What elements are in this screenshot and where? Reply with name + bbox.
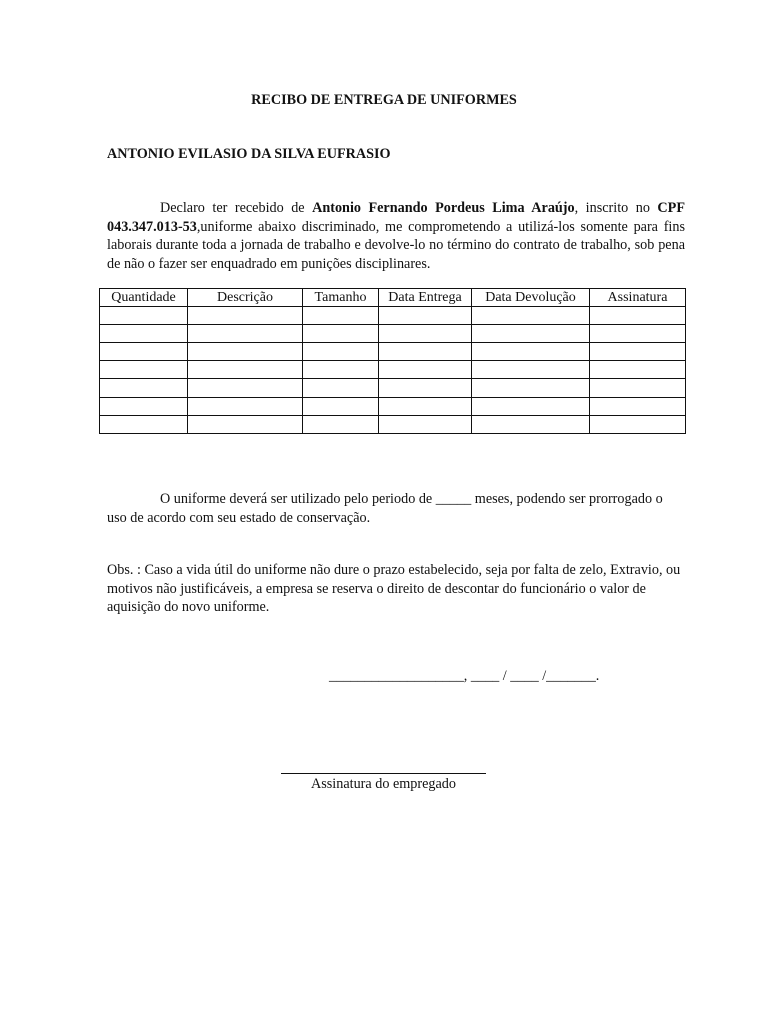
table-cell <box>472 325 590 343</box>
table-cell <box>100 361 188 379</box>
cpf-number: CPF 043.347.013-53 <box>107 200 686 235</box>
signature-label: Assinatura do empregado <box>311 776 456 792</box>
table-row <box>100 379 686 397</box>
header-tamanho: Tamanho <box>303 289 379 307</box>
table-cell <box>188 379 303 397</box>
table-cell <box>590 307 686 325</box>
table-cell <box>590 343 686 361</box>
table-cell <box>100 379 188 397</box>
table-cell <box>379 307 472 325</box>
table-cell <box>100 307 188 325</box>
declaration-body: ,uniforme abaixo discriminado, me comprometendo a utilizá-los somente para fins laborais durante toda a jornada de trabalho e devolve-lo no término do contrato de trabalho, sob pena de não o fazer ser enquadrado em punições disciplinares. <box>107 218 685 272</box>
declaration-connector: , inscrito no <box>574 200 658 216</box>
table-cell <box>303 379 379 397</box>
signature-line <box>281 773 486 774</box>
table-row <box>100 397 686 415</box>
table-cell <box>303 325 379 343</box>
table-cell <box>379 325 472 343</box>
table-row <box>100 361 686 379</box>
declaration-intro: Declaro ter recebido de <box>160 200 313 216</box>
table-cell <box>472 343 590 361</box>
table-header-row <box>100 289 686 307</box>
table-row <box>100 343 686 361</box>
header-data-entrega: Data Entrega <box>379 289 472 307</box>
table-row <box>100 307 686 325</box>
table-cell <box>379 415 472 433</box>
table-cell <box>303 361 379 379</box>
table-cell <box>188 361 303 379</box>
table-cell <box>472 307 590 325</box>
table-body <box>100 307 686 434</box>
table-cell <box>303 415 379 433</box>
table-cell <box>303 343 379 361</box>
table-cell <box>472 415 590 433</box>
period-paragraph: O uniforme deverá ser utilizado pelo periodo de _____ meses, podendo ser prorrogado o uso de acordo com seu estado de conservação. <box>107 491 663 526</box>
receipt-title: RECIBO DE ENTREGA DE UNIFORMES <box>251 92 517 108</box>
date-line: ___________________, ____ / ____ /_______. <box>329 668 600 684</box>
header-descricao: Descrição <box>188 289 303 307</box>
table-cell <box>379 361 472 379</box>
company-name: Antonio Fernando Pordeus Lima Araújo <box>312 200 575 216</box>
table-cell <box>379 379 472 397</box>
table-cell <box>379 343 472 361</box>
table-cell <box>590 379 686 397</box>
table-cell <box>100 397 188 415</box>
table-cell <box>379 397 472 415</box>
table-cell <box>100 325 188 343</box>
table-cell <box>303 397 379 415</box>
declaration-paragraph <box>107 199 685 273</box>
table-cell <box>100 343 188 361</box>
table-cell <box>188 343 303 361</box>
table-cell <box>188 325 303 343</box>
table-cell <box>590 361 686 379</box>
table-cell <box>188 307 303 325</box>
table-cell <box>472 397 590 415</box>
table-cell <box>303 307 379 325</box>
table-row <box>100 415 686 433</box>
header-quantidade: Quantidade <box>100 289 188 307</box>
uniform-table <box>99 288 686 434</box>
table-cell <box>472 361 590 379</box>
table-cell <box>188 415 303 433</box>
table-cell <box>590 397 686 415</box>
table-cell <box>100 415 188 433</box>
header-data-devolucao: Data Devolução <box>472 289 590 307</box>
table-cell <box>590 325 686 343</box>
table-row <box>100 325 686 343</box>
employee-name: ANTONIO EVILASIO DA SILVA EUFRASIO <box>107 146 391 162</box>
table-cell <box>590 415 686 433</box>
obs-paragraph: Obs. : Caso a vida útil do uniforme não dure o prazo estabelecido, seja por falta de zelo, Extravio, ou motivos não justificáveis, a empresa se reserva o direito de descontar do funcionário o valor de aquisição do novo uniforme. <box>107 562 681 616</box>
header-assinatura: Assinatura <box>590 289 686 307</box>
table-cell <box>472 379 590 397</box>
table-cell <box>188 397 303 415</box>
